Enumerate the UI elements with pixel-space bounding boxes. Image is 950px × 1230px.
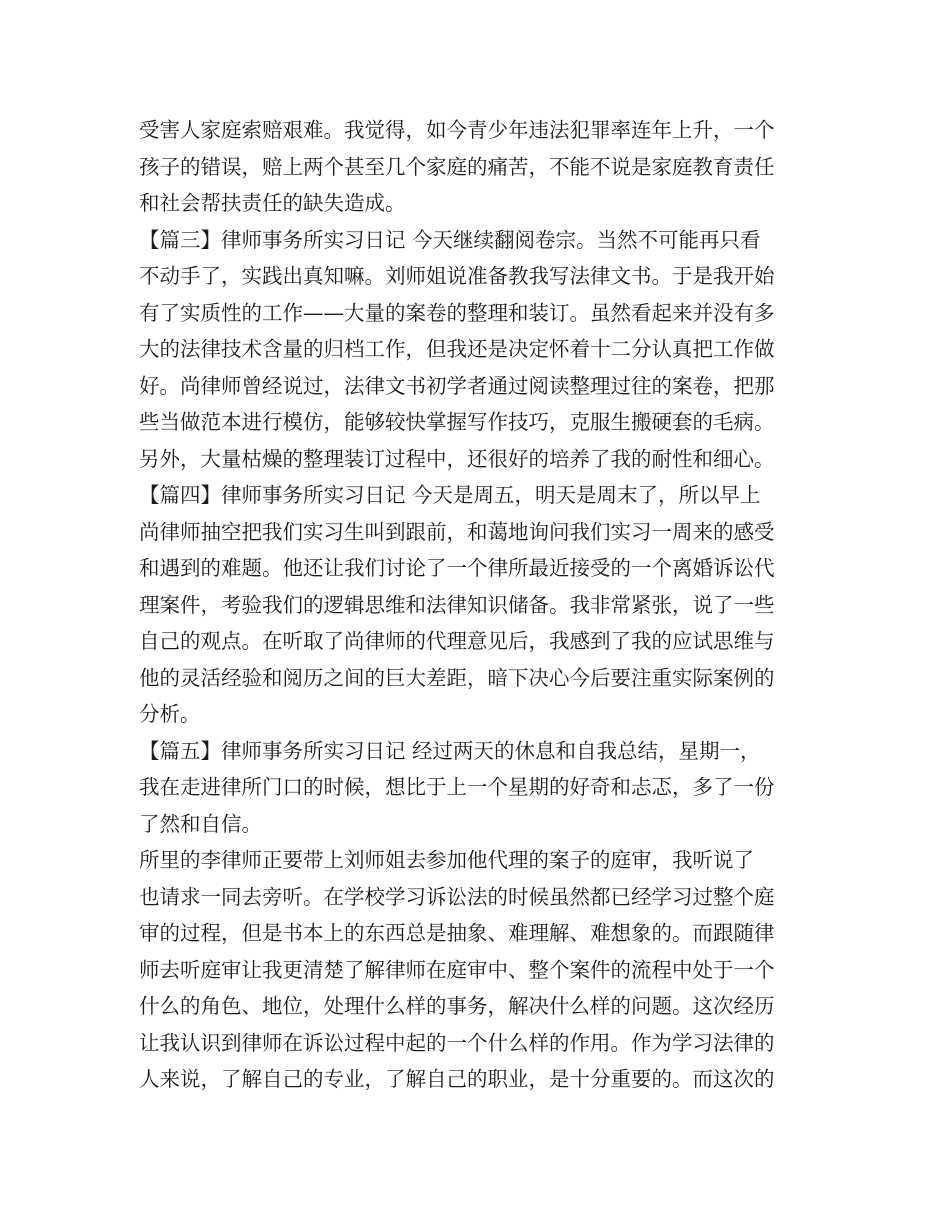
text-line: 师去听庭审让我更清楚了解律师在庭审中、整个案件的流程中处于一个 [139, 957, 775, 982]
text-line: 和遇到的难题。他还让我们讨论了一个律所最近接受的一个离婚诉讼代 [139, 556, 775, 580]
text-line: 【篇五】律师事务所实习日记 经过两天的休息和自我总结，星期一， [139, 738, 761, 763]
text-line: 也请求一同去旁听。在学校学习诉讼法的时候虽然都已经学习过整个庭 [139, 884, 775, 909]
text-line: 孩子的错误，赔上两个甚至几个家庭的痛苦，不能不说是家庭教育责任 [139, 154, 775, 179]
document-body [139, 112, 829, 1098]
text-line: 受害人家庭索赔艰难。我觉得，如今青少年违法犯罪率连年上升，一个 [139, 118, 775, 142]
text-line: 他的灵活经验和阅历之间的巨大差距，暗下决心今后要注重实际案例的 [139, 665, 775, 690]
text-line: 另外，大量枯燥的整理装订过程中，还很好的培养了我的耐性和细心。 [139, 446, 775, 471]
text-line: 理案件，考验我们的逻辑思维和法律知识储备。我非常紧张，说了一些 [139, 592, 775, 617]
text-line: 人来说，了解自己的专业，了解自己的职业，是十分重要的。而这次的 [139, 1067, 775, 1091]
text-line: 有了实质性的工作——大量的案卷的整理和装订。虽然看起来并没有多 [139, 300, 775, 325]
text-line: 好。尚律师曾经说过，法律文书初学者通过阅读整理过往的案卷，把那 [139, 373, 775, 398]
text-line: 尚律师抽空把我们实习生叫到跟前，和蔼地询问我们实习一周来的感受 [139, 519, 775, 544]
text-line: 什么的角色、地位，处理什么样的事务，解决什么样的问题。这次经历 [139, 994, 775, 1018]
text-line: 些当做范本进行模仿，能够较快掌握写作技巧，克服生搬硬套的毛病。 [139, 410, 775, 434]
text-line: 我在走进律所门口的时候，想比于上一个星期的好奇和忐忑，多了一份 [139, 775, 775, 799]
text-line: 所里的李律师正要带上刘师姐去参加他代理的案子的庭审，我听说了 [139, 848, 754, 872]
text-line: 让我认识到律师在诉讼过程中起的一个什么样的作用。作为学习法律的 [139, 1030, 775, 1055]
text-line: 【篇三】律师事务所实习日记 今天继续翻阅卷宗。当然不可能再只看 [139, 227, 761, 252]
text-line: 【篇四】律师事务所实习日记 今天是周五，明天是周末了，所以早上 [139, 483, 761, 507]
text-line: 审的过程，但是书本上的东西总是抽象、难理解、难想象的。而跟随律 [139, 921, 775, 945]
text-line: 和社会帮扶责任的缺失造成。 [139, 191, 406, 215]
text-line: 了然和自信。 [139, 811, 262, 836]
text-line: 分析。 [139, 702, 201, 726]
text-line: 大的法律技术含量的归档工作，但我还是决定怀着十二分认真把工作做 [139, 337, 775, 361]
text-line: 自己的观点。在听取了尚律师的代理意见后，我感到了我的应试思维与 [139, 629, 775, 653]
text-line: 不动手了，实践出真知嘛。刘师姐说准备教我写法律文书。于是我开始 [139, 264, 775, 288]
